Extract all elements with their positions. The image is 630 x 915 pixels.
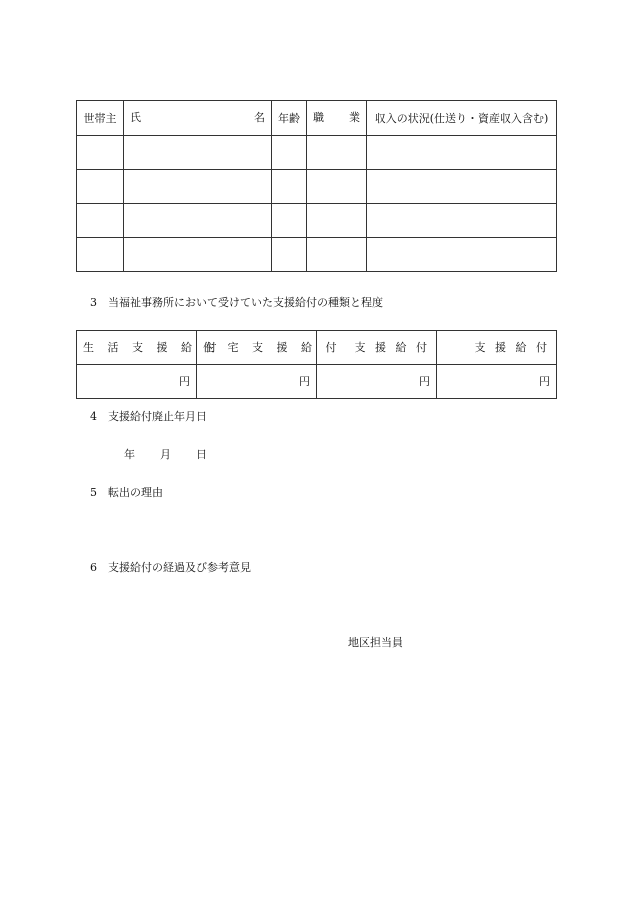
cell-name[interactable] [124,136,272,170]
amount-housing-support[interactable]: 円 [197,365,317,399]
cell-income[interactable] [367,238,557,272]
cell-income[interactable] [367,170,557,204]
table-row [77,170,557,204]
header-name-first: 氏 [130,111,141,124]
cell-occupation[interactable] [307,136,367,170]
date-day-label: 日 [196,448,207,461]
cell-age[interactable] [272,238,307,272]
table-row [77,238,557,272]
benefit-table [76,330,557,399]
header-occupation-right: 業 [349,111,360,124]
header-occupation [307,101,367,136]
date-month-label: 月 [160,448,171,461]
cell-income[interactable] [367,204,557,238]
benefit-header-row [77,331,557,365]
header-support-other-2: 支 援 給 付 [437,331,557,365]
header-income: 収入の状況(仕送り・資産収入含む) [367,101,557,136]
header-age: 年齢 [272,101,307,136]
cell-name[interactable] [124,238,272,272]
cell-name[interactable] [124,170,272,204]
section-5-heading: 5 転出の理由 [90,486,163,499]
section-6-heading: 6 支援給付の経過及び参考意見 [90,561,251,574]
amount-support-other-2[interactable]: 円 [437,365,557,399]
header-name [124,101,272,136]
cell-name[interactable] [124,204,272,238]
section-3-heading: 3 当福祉事務所において受けていた支援給付の種類と程度 [90,296,383,309]
cell-occupation[interactable] [307,204,367,238]
cell-head[interactable] [77,136,124,170]
header-living-support: 生 活 支 援 給 付 [77,331,197,365]
cell-age[interactable] [272,204,307,238]
cell-age[interactable] [272,136,307,170]
household-table [76,100,557,272]
section-4-heading: 4 支援給付廃止年月日 [90,410,207,423]
header-head-of-household: 世帯主 [77,101,124,136]
header-name-last: 名 [254,111,265,124]
amount-support-other-1[interactable]: 円 [317,365,437,399]
cell-income[interactable] [367,136,557,170]
district-officer-label: 地区担当員 [348,636,403,649]
cell-head[interactable] [77,204,124,238]
date-year-label: 年 [124,448,135,461]
household-header-row [77,101,557,136]
table-row [77,204,557,238]
cell-age[interactable] [272,170,307,204]
cell-head[interactable] [77,238,124,272]
cell-occupation[interactable] [307,238,367,272]
header-support-other-1: 支 援 給 付 [317,331,437,365]
amount-living-support[interactable]: 円 [77,365,197,399]
benefit-amount-row [77,365,557,399]
header-housing-support: 住 宅 支 援 給 付 [197,331,317,365]
table-row [77,136,557,170]
cell-head[interactable] [77,170,124,204]
header-occupation-left: 職 [313,111,324,124]
cell-occupation[interactable] [307,170,367,204]
